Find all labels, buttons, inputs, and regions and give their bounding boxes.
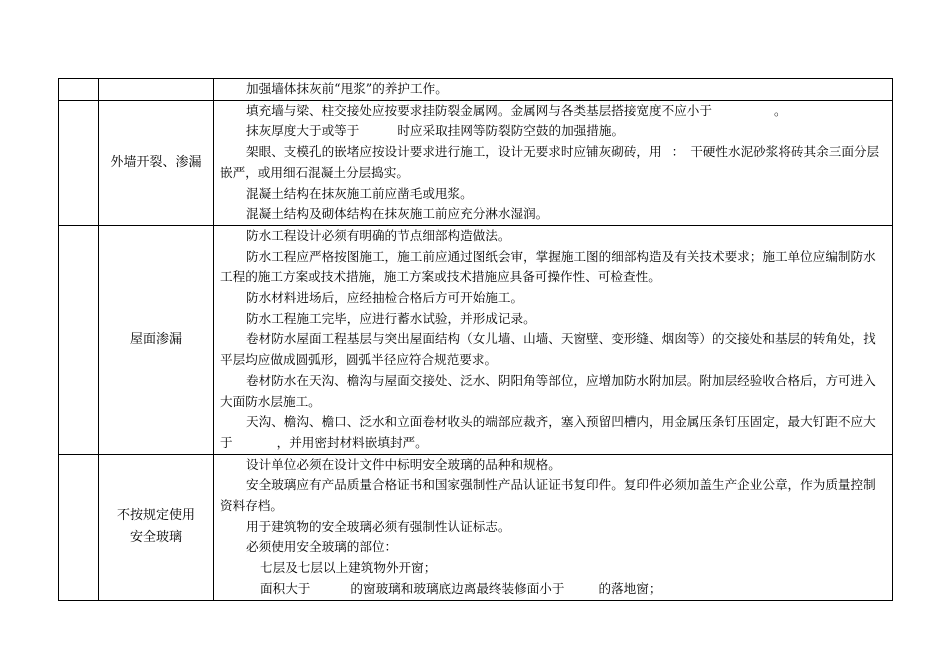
measures-cell [214, 79, 893, 101]
issue-cell [99, 454, 214, 600]
measure-text: 架眼、支模孔的嵌堵应按设计要求进行施工，设计无要求时应铺灰砌砖，用 [246, 144, 662, 160]
measure-text: 抹灰厚度大于或等于 [246, 123, 360, 139]
measure-line: 防水工程设计必须有明确的节点细部构造做法。 [246, 227, 511, 243]
table-row [59, 454, 893, 600]
number-cell [59, 454, 99, 600]
measure-text: 天沟、檐沟、檐口、泛水和立面卷材收头的端部应裁齐，塞入预留凹槽内，用金属压条钉压固定，最大钉距不应大于 [220, 414, 876, 450]
measure-text: ，并用密封材料嵌填封严。 [276, 434, 428, 450]
number-cell [59, 100, 99, 225]
measure-text: 时应采取挂网等防裂防空鼓的加强措施。 [397, 123, 625, 139]
measure-line: 七层及七层以上建筑物外开窗； [260, 560, 437, 576]
measure-line: 防水工程施工完毕，应进行蓄水试验，并形成记录。 [246, 310, 536, 326]
measure-line: 卷材防水在天沟、檐沟与屋面交接处、泛水、阴阳角等部位，应增加防水附加层。附加层经验收合格后，方可进入大面防水层施工。 [220, 372, 876, 409]
measure-line: 必须使用安全玻璃的部位： [246, 539, 398, 555]
measure-line: 加强墙体抹灰前“甩浆”的养护工作。 [246, 81, 448, 96]
measure-line: 混凝土结构及砌体结构在抹灰施工前应充分淋水湿润。 [246, 206, 549, 222]
table-row [59, 100, 893, 225]
number-cell [59, 79, 99, 101]
measure-text: 填充墙与梁、柱交接处应按要求挂防裂金属网。金属网与各类基层搭接宽度不应小于 [246, 102, 712, 118]
measure-line: 安全玻璃应有产品质量合格证书和国家强制性产品认证证书复印件。复印件必须加盖生产企业公章，作为质量控制资料存档。 [220, 477, 876, 514]
measure-line [220, 142, 888, 183]
issue-label: 外墙开裂、渗漏 [110, 154, 202, 170]
measure-line [220, 579, 888, 600]
measure-line: 防水材料进场后，应经抽检合格后方可开始施工。 [246, 290, 524, 306]
measure-line: 设计单位必须在设计文件中标明安全玻璃的品种和规格。 [246, 456, 561, 472]
issue-label: 不按规定使用 [116, 508, 195, 524]
measures-cell [214, 225, 893, 454]
measure-line: 用于建筑物的安全玻璃必须有强制性认证标志。 [246, 518, 511, 534]
measure-text: 的落地窗； [598, 580, 662, 596]
measure-line: 混凝土结构在抹灰施工前应凿毛或甩浆。 [246, 185, 473, 201]
measure-line: 防水工程应严格按图施工，施工前应通过图纸会审，掌握施工图的细部构造及有关技术要求；施工单位应编制防水工程的施工方案或技术措施，施工方案或技术措施应具备可操作性、可检查性。 [220, 248, 876, 285]
measures-cell [214, 454, 893, 600]
issue-label: 屋面渗漏 [129, 331, 182, 347]
measure-text: 干硬性水泥砂浆将砖其余三面分层嵌严，或用细石混凝土分层捣实。 [220, 144, 880, 180]
measure-line [220, 412, 888, 453]
measure-text: ： [671, 144, 685, 160]
measure-text: 。 [773, 102, 787, 118]
measure-text: 面积大于 [260, 580, 311, 596]
issue-label: 安全玻璃 [129, 530, 182, 546]
measure-line [220, 101, 888, 122]
table-row [59, 225, 893, 454]
table-row [59, 79, 893, 101]
measures-cell [214, 100, 893, 225]
spec-table [58, 78, 893, 601]
issue-cell [99, 225, 214, 454]
measure-text: 的窗玻璃和玻璃底边离最终装修面小于 [350, 580, 565, 596]
issue-cell [99, 100, 214, 225]
measure-line: 卷材防水屋面工程基层与突出屋面结构（女儿墙、山墙、天窗壁、变形缝、烟囱等）的交接处和基层的转角处，找平层均应做成圆弧形，圆弧半径应符合规范要求。 [220, 331, 876, 368]
number-cell [59, 225, 99, 454]
measure-line [220, 121, 888, 142]
issue-cell [99, 79, 214, 101]
